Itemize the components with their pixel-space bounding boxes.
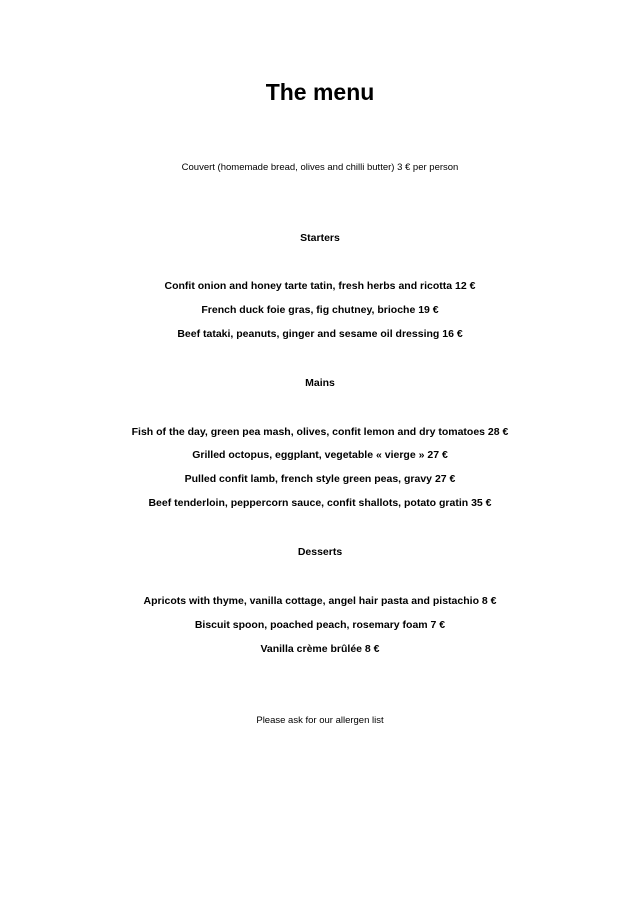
menu-item: French duck foie gras, fig chutney, brioche 19 €	[201, 304, 439, 316]
menu-item: Vanilla crème brûlée 8 €	[260, 643, 380, 655]
menu-item: Grilled octopus, eggplant, vegetable « vierge » 27 €	[192, 449, 448, 461]
menu-item: Confit onion and honey tarte tatin, fresh herbs and ricotta 12 €	[164, 280, 476, 292]
allergen-note: Please ask for our allergen list	[256, 715, 384, 726]
menu-item: Biscuit spoon, poached peach, rosemary foam 7 €	[194, 619, 446, 631]
menu-item: Pulled confit lamb, french style green peas, gravy 27 €	[184, 473, 456, 485]
menu-item: Apricots with thyme, vanilla cottage, angel hair pasta and pistachio 8 €	[143, 595, 497, 607]
menu-item: Fish of the day, green pea mash, olives, confit lemon and dry tomatoes 28 €	[131, 426, 509, 438]
section-heading-mains: Mains	[305, 377, 335, 389]
section-heading-starters: Starters	[300, 232, 340, 244]
menu-item: Beef tenderloin, peppercorn sauce, confit shallots, potato gratin 35 €	[148, 497, 492, 509]
couvert-note: Couvert (homemade bread, olives and chilli butter) 3 € per person	[181, 162, 459, 173]
page-title: The menu	[265, 79, 375, 105]
menu-item: Beef tataki, peanuts, ginger and sesame oil dressing 16 €	[177, 328, 463, 340]
section-heading-desserts: Desserts	[297, 546, 343, 558]
